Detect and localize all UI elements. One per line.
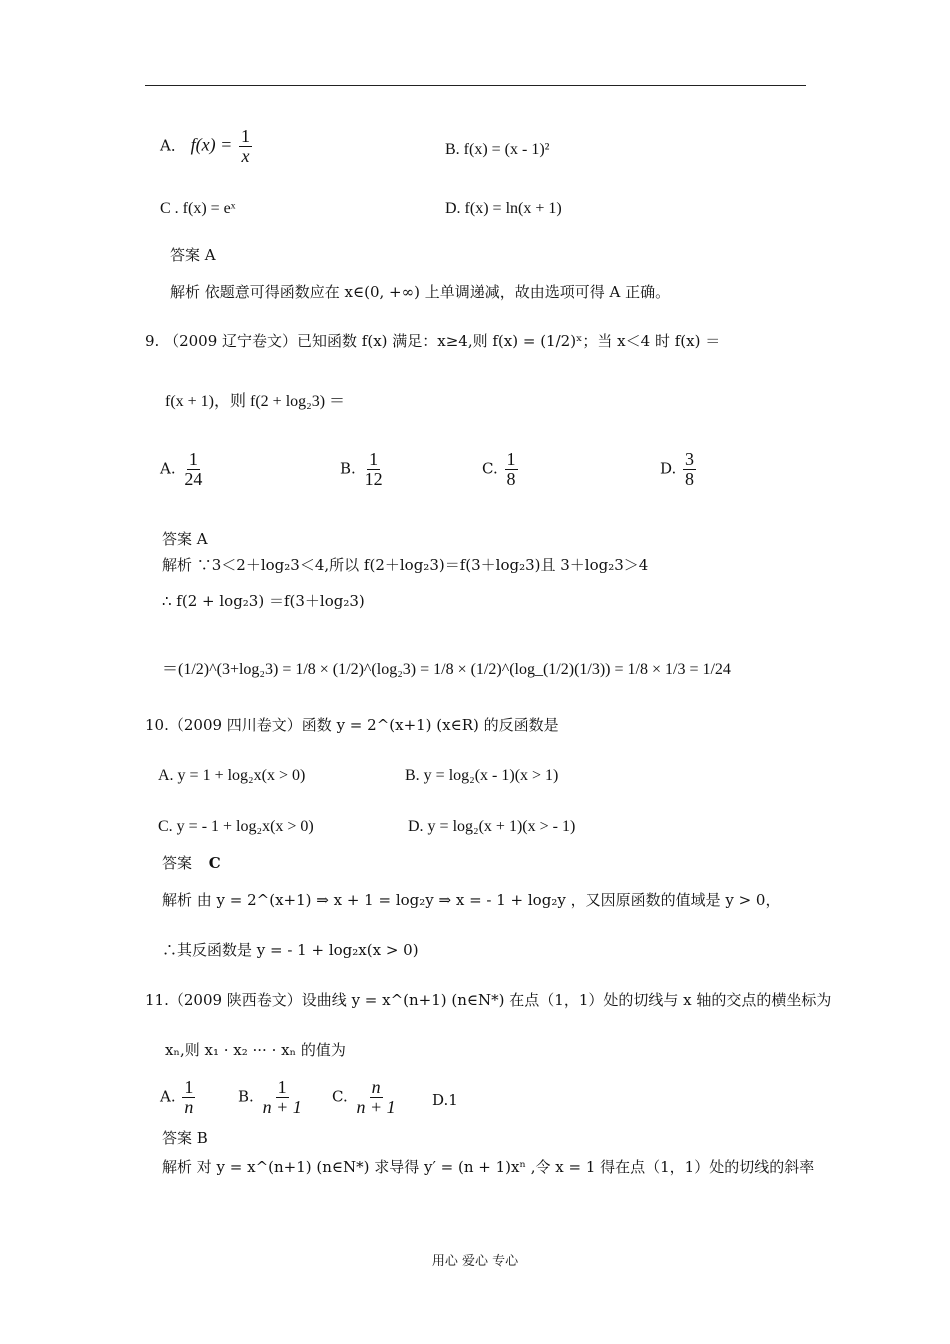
q8-option-a bbox=[160, 127, 254, 166]
q9-stem-1: 9. （2009 辽宁卷文）已知函数 f(x) 满足：x≥4,则 f(x) = (1/2)ˣ；当 x＜4 时 f(x) ＝ bbox=[145, 332, 721, 350]
q8-option-d: D. f(x) = ln(x + 1) bbox=[445, 200, 562, 217]
q11-option-a bbox=[160, 1078, 197, 1117]
q11-answer: 答案 B bbox=[162, 1129, 208, 1147]
q10-answer bbox=[162, 854, 221, 872]
q9-option-a-label: A. bbox=[160, 459, 176, 478]
q8-answer: 答案 A bbox=[170, 246, 216, 264]
q11-option-a-fraction: $\frac{1}{n}$ bbox=[184, 1077, 194, 1117]
q9-option-a-fraction: $\frac{1}{24}$ bbox=[184, 449, 203, 489]
q10-option-b: B. y = log₂(x - 1)(x > 1) bbox=[405, 767, 559, 784]
q11-option-b-label: B. bbox=[238, 1087, 254, 1106]
q10-answer-label: 答案 bbox=[162, 854, 193, 872]
q8-option-a-expr: f(x) = bbox=[190, 134, 233, 155]
q9-option-c-fraction: $\frac{1}{8}$ bbox=[506, 449, 516, 489]
q10-answer-value: C bbox=[208, 854, 221, 872]
q11-option-d: D.1 bbox=[432, 1091, 458, 1109]
q9-option-c-label: C. bbox=[482, 459, 498, 478]
q8-option-b: B. f(x) = (x - 1)² bbox=[445, 141, 550, 158]
q11-option-b bbox=[238, 1078, 306, 1117]
q9-option-b-label: B. bbox=[340, 459, 356, 478]
q9-option-b-fraction: $\frac{1}{12}$ bbox=[364, 449, 383, 489]
q8-option-a-fraction: $\frac{1}{x}$ bbox=[241, 126, 251, 166]
q11-stem-2: xₙ,则 x₁ · x₂ ··· · xₙ 的值为 bbox=[165, 1041, 346, 1059]
q11-option-c bbox=[332, 1078, 400, 1117]
q8-option-a-label: A． bbox=[160, 136, 186, 155]
q11-option-c-fraction: $\frac{n}{n + 1}$ bbox=[356, 1077, 396, 1117]
q10-stem: 10.（2009 四川卷文）函数 y = 2^(x+1) (x∈R) 的反函数是 bbox=[145, 716, 559, 734]
q10-analysis-1: 解析 由 y = 2^(x+1) ⇒ x + 1 = log₂y ⇒ x = - 1 + log₂y ，又因原函数的值域是 y > 0， bbox=[162, 891, 781, 909]
q10-analysis-2: ∴其反函数是 y = - 1 + log₂x(x > 0) bbox=[162, 941, 419, 959]
q9-option-d bbox=[660, 450, 698, 489]
page-footer: 用心 爱心 专心 bbox=[431, 1254, 519, 1269]
q11-stem-1: 11.（2009 陕西卷文）设曲线 y = x^(n+1) (n∈N*) 在点（1，1）处的切线与 x 轴的交点的横坐标为 bbox=[145, 991, 832, 1009]
q9-option-a bbox=[160, 450, 206, 489]
q9-option-c bbox=[482, 450, 520, 489]
header-rule bbox=[145, 85, 806, 86]
q9-analysis-1: 解析 ∵3＜2＋log₂3＜4,所以 f(2＋log₂3)＝f(3＋log₂3)且 3＋log₂3＞4 bbox=[162, 556, 649, 574]
q9-option-b bbox=[340, 450, 387, 489]
q8-option-c: C . f(x) = eˣ bbox=[160, 200, 236, 217]
q9-answer: 答案 A bbox=[162, 530, 208, 548]
q11-option-a-label: A. bbox=[160, 1087, 176, 1106]
q9-analysis-2: ∴ f(2 + log₂3) ＝f(3＋log₂3) bbox=[162, 592, 365, 610]
q9-option-d-fraction: $\frac{3}{8}$ bbox=[685, 449, 695, 489]
q9-option-d-label: D. bbox=[660, 459, 677, 478]
q8-analysis: 解析 依题意可得函数应在 x∈(0, +∞) 上单调递减，故由选项可得 A 正确。 bbox=[170, 283, 671, 301]
q9-analysis-3: ＝(1/2)^(3+log₂3) = 1/8 × (1/2)^(log₂3) = 1/8 × (1/2)^(log_(1/2)(1/3)) = 1/8 × 1/3 = 1/24 bbox=[162, 661, 731, 678]
q11-option-b-fraction: $\frac{1}{n + 1}$ bbox=[262, 1077, 302, 1117]
q11-analysis: 解析 对 y = x^(n+1) (n∈N*) 求导得 y′ = (n + 1)xⁿ ,令 x = 1 得在点（1，1）处的切线的斜率 bbox=[162, 1158, 815, 1176]
q10-option-a: A. y = 1 + log₂x(x > 0) bbox=[158, 767, 306, 784]
q9-stem-2: f(x + 1)，则 f(2 + log₂3) ＝ bbox=[165, 393, 346, 410]
q10-option-c: C. y = - 1 + log₂x(x > 0) bbox=[158, 818, 314, 835]
q11-option-c-label: C. bbox=[332, 1087, 348, 1106]
q10-option-d: D. y = log₂(x + 1)(x > - 1) bbox=[408, 818, 576, 835]
